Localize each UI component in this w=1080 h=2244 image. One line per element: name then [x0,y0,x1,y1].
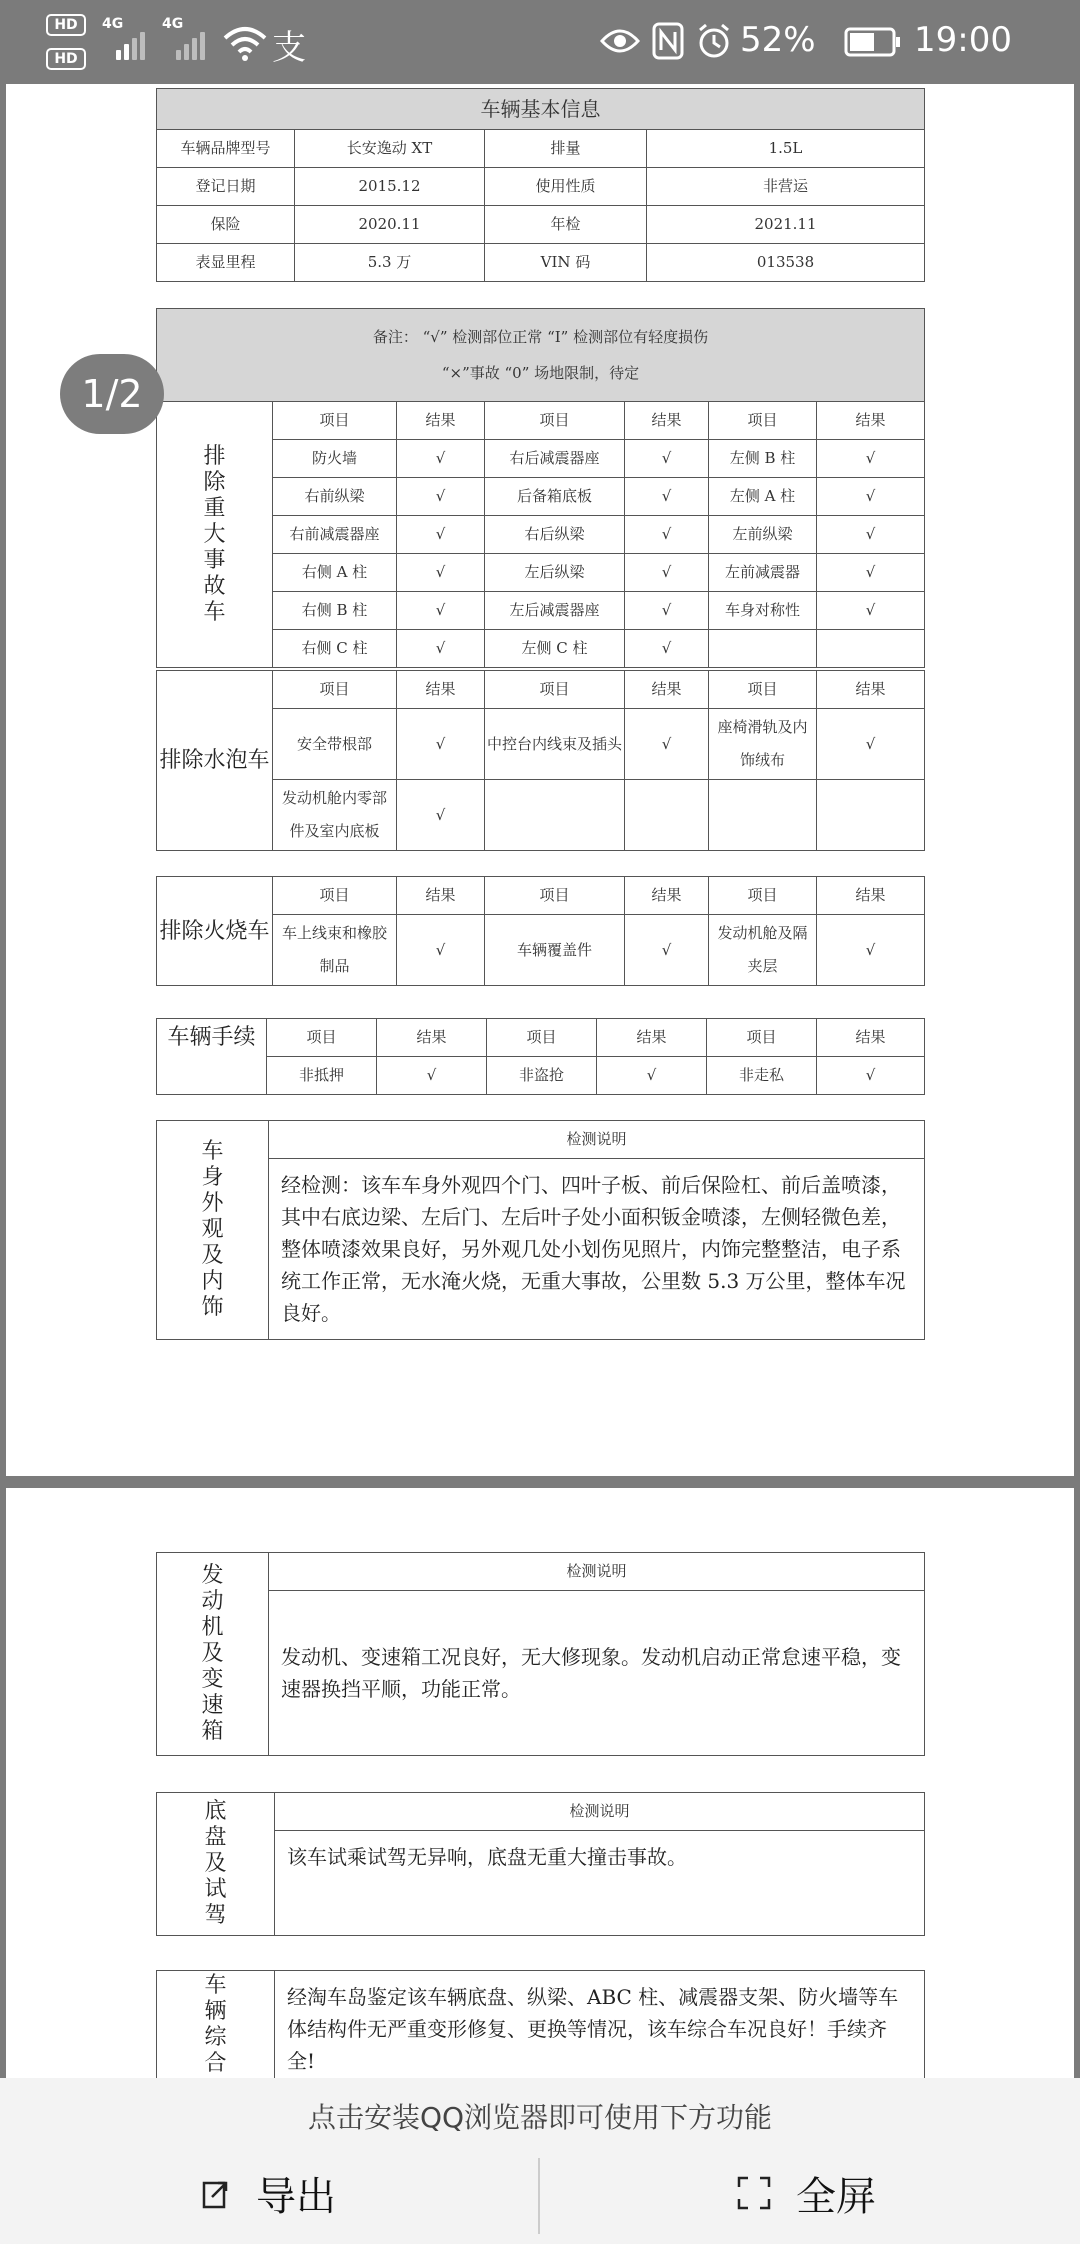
cell: √ [817,440,925,478]
fire-label: 排除火烧车 [157,877,273,986]
cell: 车辆品牌型号 [157,130,295,168]
nfc-icon [652,22,684,60]
alipay-icon: 支 [272,28,306,68]
cell: √ [597,1057,707,1095]
header: 结果 [817,671,925,709]
cell: 右前纵梁 [273,478,397,516]
fullscreen-label: 全屏 [796,2173,876,2220]
cell: 中控台内线束及插头 [485,709,625,780]
cell: √ [397,780,485,851]
overall-label: 车辆综合 [204,1973,227,2076]
body-label: 车身外观及内饰 [201,1139,224,1320]
document-page-1 [6,84,1074,1476]
fullscreen-icon [736,2175,772,2211]
hd-badge-1: HD [46,14,86,36]
cell: 2020.11 [295,206,485,244]
signal-icon-2 [162,26,212,60]
cell: √ [625,478,709,516]
cell: 发动机舱内零部件及室内底板 [273,780,397,851]
header: 项目 [273,402,397,440]
cell: √ [397,709,485,780]
cell: √ [817,709,925,780]
header: 结果 [397,402,485,440]
cell: 安全带根部 [273,709,397,780]
engine-description: 发动机、变速箱工况良好，无大修现象。发动机启动正常怠速平稳，变速器换挡平顺，功能正常。 [269,1591,925,1756]
body-label-cell [157,1121,269,1340]
cell: 1.5L [647,130,925,168]
cell: 右侧 A 柱 [273,554,397,592]
cell: √ [397,516,485,554]
eye-icon [600,26,640,56]
header: 结果 [817,1019,925,1057]
header: 结果 [377,1019,487,1057]
signal-icon-1 [102,26,152,60]
alarm-icon [696,22,732,60]
header: 项目 [267,1019,377,1057]
cell [709,780,817,851]
header: 项目 [709,402,817,440]
header: 项目 [273,671,397,709]
cell: 2015.12 [295,168,485,206]
cell: 非抵押 [267,1057,377,1095]
cell: 2021.11 [647,206,925,244]
cell: 使用性质 [485,168,647,206]
cell: √ [817,1057,925,1095]
header: 项目 [273,877,397,915]
header: 结果 [625,877,709,915]
procedures-label: 车辆手续 [157,1019,267,1095]
header: 结果 [397,671,485,709]
procedures-table [156,1018,925,1095]
cell: 保险 [157,206,295,244]
cell: √ [817,554,925,592]
cell: 右侧 B 柱 [273,592,397,630]
header: 结果 [625,402,709,440]
export-icon [196,2173,236,2213]
cell: √ [817,478,925,516]
cell: √ [397,592,485,630]
cell: √ [397,630,485,668]
cell: √ [625,592,709,630]
cell: 表显里程 [157,244,295,282]
cell: 左后纵梁 [485,554,625,592]
cell: √ [625,516,709,554]
cell [485,780,625,851]
cell: √ [817,592,925,630]
accident-table [156,308,925,668]
cell [817,780,925,851]
basic-info-title: 车辆基本信息 [157,89,925,130]
cell: 后备箱底板 [485,478,625,516]
cell: 年检 [485,206,647,244]
header: 结果 [817,402,925,440]
sim1-network: 4G [102,16,124,32]
legend-line-2: “×”事故 “0” 场地限制，待定 [441,364,640,382]
cell: 左侧 A 柱 [709,478,817,516]
cell: √ [625,554,709,592]
status-bar [0,0,1080,84]
cell: 左前减震器 [709,554,817,592]
cell: 车上线束和橡胶制品 [273,915,397,986]
cell: 左侧 C 柱 [485,630,625,668]
battery-percent: 52% [740,20,816,60]
chassis-description: 该车试乘试驾无异响，底盘无重大撞击事故。 [275,1831,925,1936]
flood-table [156,670,925,851]
engine-label-cell [157,1553,269,1756]
cell: VIN 码 [485,244,647,282]
page-indicator: 1/2 [60,354,164,434]
cell: √ [817,915,925,986]
cell: 非盗抢 [487,1057,597,1095]
fullscreen-button[interactable] [736,2158,876,2228]
cell: √ [625,440,709,478]
cell: √ [397,915,485,986]
cell: √ [625,915,709,986]
hd-badge-2: HD [46,48,86,70]
header: 结果 [397,877,485,915]
export-button[interactable] [196,2158,336,2228]
legend-line-1: 备注： “√” 检测部位正常 “I” 检测部位有轻度损伤 [372,328,709,346]
clock: 19:00 [914,20,1012,60]
cell: 左前纵梁 [709,516,817,554]
cell: 右后纵梁 [485,516,625,554]
accident-label: 排除重大事故车 [203,443,226,625]
cell: 长安逸动 XT [295,130,485,168]
desc-header: 检测说明 [275,1793,925,1831]
header: 结果 [817,877,925,915]
fire-table [156,876,925,986]
cell [817,630,925,668]
cell: √ [625,630,709,668]
header: 项目 [707,1019,817,1057]
document-page-2 [6,1488,1074,2078]
cell: 非走私 [707,1057,817,1095]
cell: 左后减震器座 [485,592,625,630]
chassis-label-cell [157,1793,275,1936]
cell: 排量 [485,130,647,168]
cell: 车身对称性 [709,592,817,630]
cell: √ [397,554,485,592]
export-label: 导出 [256,2173,336,2220]
legend [157,309,925,402]
engine-desc-table [156,1552,925,1756]
overall-description: 经淘车岛鉴定该车辆底盘、纵梁、ABC 柱、减震器支架、防火墙等车体结构件无严重变形修复、更换等情况，该车综合车况良好！手续齐全! [275,1971,925,2100]
desc-header: 检测说明 [269,1553,925,1591]
header: 项目 [709,671,817,709]
cell [625,780,709,851]
cell: 右后减震器座 [485,440,625,478]
flood-label: 排除水泡车 [157,671,273,851]
header: 结果 [597,1019,707,1057]
bottom-toolbar [0,2078,1080,2244]
cell: 左侧 B 柱 [709,440,817,478]
accident-label-cell [157,402,273,668]
body-desc-table [156,1120,925,1340]
cell [709,630,817,668]
header: 项目 [485,877,625,915]
cell: 防火墙 [273,440,397,478]
cell: 013538 [647,244,925,282]
sim2-network: 4G [162,16,184,32]
cell: √ [377,1057,487,1095]
cell: 登记日期 [157,168,295,206]
cell: √ [397,440,485,478]
cell: 非营运 [647,168,925,206]
cell: √ [817,516,925,554]
desc-header: 检测说明 [269,1121,925,1159]
cell: 右前减震器座 [273,516,397,554]
header: 项目 [485,671,625,709]
cell: 车辆覆盖件 [485,915,625,986]
header: 项目 [485,402,625,440]
chassis-desc-table [156,1792,925,1936]
divider [538,2158,540,2234]
wifi-icon [222,24,268,64]
cell: 发动机舱及隔夹层 [709,915,817,986]
install-prompt[interactable]: 点击安装QQ浏览器即可使用下方功能 [307,2101,773,2134]
cell: √ [397,478,485,516]
cell: 5.3 万 [295,244,485,282]
engine-label: 发动机及变速箱 [201,1563,224,1744]
cell: 右侧 C 柱 [273,630,397,668]
battery-icon [844,27,902,57]
header: 结果 [625,671,709,709]
cell: 座椅滑轨及内饰绒布 [709,709,817,780]
basic-info-table [156,88,925,282]
cell: √ [625,709,709,780]
chassis-label: 底盘及试驾 [204,1799,227,1928]
body-description: 经检测：该车车身外观四个门、四叶子板、前后保险杠、前后盖喷漆，其中右底边梁、左后门、左后叶子处小面积钣金喷漆，左侧轻微色差，整体喷漆效果良好，另外观几处小划伤见照片，内饰完整整洁，电子系统工作正常，无水淹火烧，无重大事故，公里数 5.3 万公里，整体车况良好。 [269,1159,925,1340]
header: 项目 [487,1019,597,1057]
header: 项目 [709,877,817,915]
